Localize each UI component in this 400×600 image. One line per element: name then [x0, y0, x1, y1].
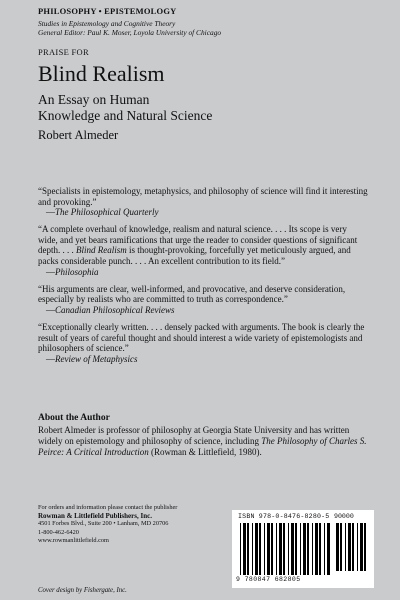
barcode-bar [267, 523, 270, 575]
reviews [38, 186, 368, 371]
barcode-bar [279, 523, 282, 575]
review-text-part: “A complete overhaul of knowledge, realism and natural science. . . . Its scope is very wide, and yet bears ramifications that urge the reader to consider questions of significant depth. . . . [38, 224, 358, 256]
barcode-box [232, 510, 374, 588]
review-text [38, 186, 368, 207]
review-quote [38, 284, 368, 316]
barcode-bar [247, 523, 249, 575]
review-text-part: “His arguments are clear, well-informed, and provocative, and deserve consideration, especially by realists who are committed to truth as correspondence.” [38, 283, 346, 305]
review-quote [38, 322, 368, 364]
review-text [38, 224, 368, 266]
barcode-bar [324, 523, 325, 575]
review-source: — Canadian Philosophical Reviews [38, 305, 368, 316]
review-text-part: “Exceptionally clearly written. . . . densely packed with arguments. The book is clearly the result of years of careful thought and should interest a wide variety of epistemologists and philosophers of science.” [38, 322, 365, 354]
publisher-name: Rowman & Littlefield Publishers, Inc. [38, 512, 152, 521]
review-source: — Review of Metaphysics [38, 354, 368, 365]
author-name: Robert Almeder [38, 128, 119, 142]
barcode-bar [357, 523, 358, 571]
review-text-part: is thought-provoking, forcefully yet meticulously argued, and packs considerable punch. . . . An excellent contribution to its field.” [38, 245, 351, 267]
barcode-bar [264, 523, 265, 575]
barcode-bar [303, 523, 306, 575]
barcode-bar [259, 523, 261, 575]
barcode-bar [276, 523, 277, 575]
review-quote [38, 224, 368, 277]
barcode-bar [240, 523, 241, 575]
review-text [38, 322, 368, 354]
cover-credit: Cover design by Fishergate, Inc. [38, 587, 127, 594]
praise-label: PRAISE FOR [38, 47, 89, 57]
barcode-bar [364, 523, 366, 571]
about-heading: About the Author [38, 413, 110, 423]
book-title: Blind Realism [38, 61, 165, 86]
barcode-bar [300, 523, 301, 575]
barcode-bar [327, 523, 330, 575]
publisher-phone: 1-800-462-6420 [38, 528, 79, 536]
review-quote [38, 186, 368, 218]
barcode-bar [255, 523, 258, 575]
about-text-part: (Rowman & Littlefield, 1980). [148, 446, 262, 457]
barcode-bar [283, 523, 285, 575]
barcode-bar [345, 523, 346, 571]
barcode-bar [312, 523, 313, 575]
isbn-text: ISBN 978-0-8476-8280-5 [238, 513, 330, 520]
review-text [38, 284, 368, 305]
barcode-bar [340, 523, 342, 571]
about-text-part: Robert Almeder is professor of philosophy at Georgia State University and has written widely on epistemology and philosophy of science, including [38, 425, 350, 446]
subtitle-line-2: Knowledge and Natural Science [38, 108, 213, 123]
book-subtitle [38, 92, 212, 124]
publisher-website: www.rowmanlittlefield.com [38, 536, 109, 544]
editor-line: General Editor: Paul K. Moser, Loyola University of Chicago [38, 28, 222, 37]
barcode-bar [315, 523, 318, 575]
subtitle-line-1: An Essay on Human [38, 92, 150, 107]
barcode-bar [295, 523, 297, 575]
barcode-bar [243, 523, 246, 575]
review-source: — Philosophia [38, 267, 368, 278]
series-info [38, 19, 368, 37]
about-book-title: The Philosophy of Charles S. Peirce: A Critical Introduction [38, 435, 367, 457]
order-info [38, 504, 243, 545]
barcode-bar [352, 523, 354, 571]
about-text [38, 425, 374, 457]
series-line: Studies in Epistemology and Cognitive Theory [38, 19, 176, 28]
review-book-title: Blind Realism [76, 245, 127, 256]
barcode-bar [348, 523, 351, 571]
barcode-bar [252, 523, 253, 575]
publisher-address: 4501 Forbes Blvd., Suite 200 • Lanham, MD 20706 [38, 520, 169, 528]
review-text-part: “Specialists in epistemology, metaphysics, and philosophy of science will find it interesting and provoking.” [38, 186, 368, 207]
barcode-bar [271, 523, 273, 575]
category-line: PHILOSOPHY • EPISTEMOLOGY [38, 6, 177, 16]
barcode-digits: 9 780847 682805 [236, 576, 301, 583]
review-source: — The Philosophical Quarterly [38, 207, 368, 218]
barcode-bar [319, 523, 321, 575]
price-code: 90000 [334, 513, 354, 520]
barcode-bar [336, 523, 339, 571]
barcode-bar [291, 523, 294, 575]
barcode-bar [307, 523, 309, 575]
order-line: For orders and information please contact the publisher [38, 504, 178, 511]
barcode-bar [288, 523, 289, 575]
barcode-bar [360, 523, 363, 571]
